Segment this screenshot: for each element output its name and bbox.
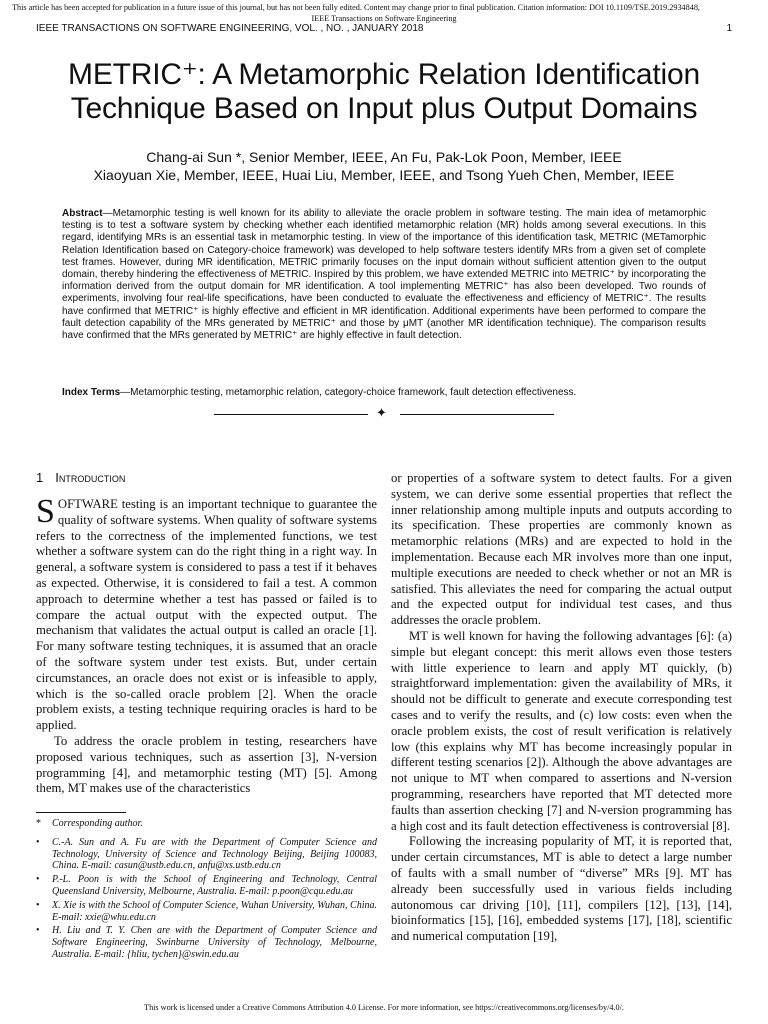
intro-paragraph-4: MT is well known for having the following advantages [6]: (a) simple but elegant concept: this merit allows even those testers with little experience to learn and apply MT quickly, (b) straightforward implementation: given the availability of MRs, it should not be difficult to generate and execute corresponding test cases and to verify the results, and (c) low costs: even when the oracle problem exists, the cost of result verification is relatively low (this explains why MT has become increasingly popular in different testing scenarios [2]). Although the above advantages are not unique to MT when compared to assertions and N-version programming, researchers have reported that MT detected more faults than assertion checking [7] and N-version programming has a high cost and its fault detection effectiveness is controversial [8].	[391, 628, 732, 833]
drop-cap: S	[36, 497, 55, 530]
journal-name-notice: IEEE Transactions on Software Engineering	[311, 14, 457, 23]
index-terms-label: Index Terms	[62, 387, 121, 398]
left-column-body	[36, 497, 377, 809]
abstract-text: —Metamorphic testing is well known for its ability to alleviate the oracle problem in software testing. The main idea of metamorphic testing is to test a software system by checking whether each identified metamorphic relation (MR) holds among several executions. In this regard, identifying MRs is an essential task in metamorphic testing. In view of the importance of this identification task, METRIC (METamorphic Relation Identification based on Category-choice framework) was developed to help software testers identify MRs from a given set of complete test frames. However, during MR identification, METRIC primarily focuses on the input domain without sufficient attention given to the output domain, thereby hindering the effectiveness of METRIC. Inspired by this problem, we have extended METRIC into METRIC⁺ by incorporating the information derived from the output domain for MR identification. A tool implementing METRIC⁺ has also been developed. Two rounds of experiments, involving four real-life specifications, have been conducted to evaluate the effectiveness and efficiency of METRIC⁺. The results have confirmed that METRIC⁺ is highly effective and efficient in MR identification. Additional experiments have been performed to compare the fault detection capability of the MRs generated by METRIC⁺ and those by μMT (another MR identification technique). The comparison results have confirmed that the MRs generated by METRIC⁺ are highly effective in fault detection.	[62, 208, 706, 342]
footnote-affiliation	[36, 837, 377, 872]
page-number: 1	[726, 23, 732, 34]
section-separator	[214, 406, 554, 422]
section-heading	[36, 470, 125, 486]
footnote-text: H. Liu and T. Y. Chen are with the Department of Computer Science and Software Engineering, Swinburne University of Technology, Melbourne, Australia. E-mail: {hliu, tychen}@swin.edu.au	[52, 925, 377, 960]
right-column-body	[391, 471, 732, 977]
publication-notice: This article has been accepted for publication in a future issue of this journal, but has not been fully edited. Content may change prior to final publication. Citation information: DOI 10.1109/TSE.2019.2934848,	[12, 3, 700, 12]
index-terms	[62, 387, 706, 399]
bullet-icon: •	[36, 874, 40, 886]
footnote-corresponding	[36, 818, 377, 830]
footnote-affiliation	[36, 874, 377, 898]
authors-line-1: Chang-ai Sun *, Senior Member, IEEE, An Fu, Pak-Lok Poon, Member, IEEE	[146, 149, 622, 165]
title-line-1: METRIC⁺: A Metamorphic Relation Identification	[68, 58, 700, 91]
footnote-text: X. Xie is with the School of Computer Science, Wuhan University, Wuhan, China. E-mail: xxie@whu.edu.cn	[52, 899, 377, 923]
footnote-rule	[36, 812, 126, 813]
section-title: Introduction	[55, 470, 126, 485]
author-list	[36, 148, 732, 184]
running-head-text: IEEE TRANSACTIONS ON SOFTWARE ENGINEERING, VOL. , NO. , JANUARY 2018	[36, 23, 424, 34]
paper-title	[36, 58, 732, 126]
bullet-icon: •	[36, 836, 40, 848]
abstract-label: Abstract	[62, 208, 103, 219]
footnote-text: C.-A. Sun and A. Fu are with the Department of Computer Science and Technology, University of Science and Technology Beijing, Beijing 100083, China. E-mail: casun@ustb.edu.cn, anfu@xs.ustb.edu.cn	[52, 836, 377, 872]
intro-paragraph-2: To address the oracle problem in testing, researchers have proposed various techniques, such as assertion [3], N-version programming [4], and metamorphic testing (MT) [5]. Among them, MT makes use of the characteristics	[36, 733, 377, 796]
authors-line-2: Xiaoyuan Xie, Member, IEEE, Huai Liu, Member, IEEE, and Tsong Yueh Chen, Member, IEEE	[93, 167, 675, 183]
footnote-affiliation	[36, 900, 377, 924]
running-header	[36, 22, 732, 36]
separator-line-left	[214, 414, 368, 415]
first-word-rest: OFTWARE	[57, 497, 118, 511]
footnote-text: Corresponding author.	[52, 818, 143, 829]
bullet-icon: •	[36, 925, 40, 937]
intro-paragraph-1-text: testing is an important technique to guarantee the quality of software systems. When quality of software systems refers to the correctness of the implemented functions, we test whether a software system can do the right thing in a right way. In general, a software system is considered to pass a test if it behaves as expected. Otherwise, it is considered to fail a test. A common approach to determine whether a test has passed or failed is to compare the actual output with the expected output. The mechanism that validates the actual output is called an oracle [1]. For many software testing techniques, it is assumed that an oracle of the software system under test exists. But, under certain circumstances, an oracle does not exist or is infeasible to apply, which is the so-called oracle problem [2]. When the oracle problem exists, a testing technique requiring oracles is hard to be applied.	[36, 497, 377, 733]
footnote-mark: *	[36, 818, 41, 829]
license-notice: This work is licensed under a Creative Commons Attribution 4.0 License. For more information, see https://creativecommons.org/licenses/by/4.0/.	[144, 1003, 624, 1012]
section-number: 1	[36, 470, 44, 485]
bullet-icon: •	[36, 899, 40, 911]
footnote-text: P.-L. Poon is with the School of Engineering and Technology, Central Queensland University, Melbourne, Australia. E-mail: p.poon@cqu.edu.au	[52, 874, 377, 897]
title-line-2: Technique Based on Input plus Output Domains	[70, 92, 698, 125]
separator-line-right	[400, 414, 554, 415]
diamond-icon: ✦	[376, 406, 387, 421]
index-terms-text: —Metamorphic testing, metamorphic relation, category-choice framework, fault detection effectiveness.	[120, 387, 577, 398]
intro-paragraph-5: Following the increasing popularity of MT, it is reported that, under certain circumstances, MT is able to detect a large number of faults with a small number of “diverse” MRs [9]. MT has already been successfully used in various fields including autonomous car driving [10], [11], compilers [12], [13], [14], bioinformatics [15], [16], embedded systems [17], [18], scientific and numerical computation [19],	[391, 834, 732, 944]
footnote-affiliation	[36, 925, 377, 960]
abstract	[62, 208, 706, 342]
intro-paragraph-3: or properties of a software system to detect faults. For a given system, we can derive some essential properties that reflect the inner relationship among multiple inputs and outputs according to its specification. These properties are commonly known as metamorphic relations (MRs) and are expected to hold in the implementation. Because each MR involves more than one input, multiple executions are needed to check whether or not an MR is satisfied. This alleviates the need for comparing the actual output and the expected output for individual test cases, and thus addresses the oracle problem.	[391, 471, 732, 628]
footnotes	[36, 818, 377, 963]
intro-paragraph-1	[36, 497, 377, 734]
